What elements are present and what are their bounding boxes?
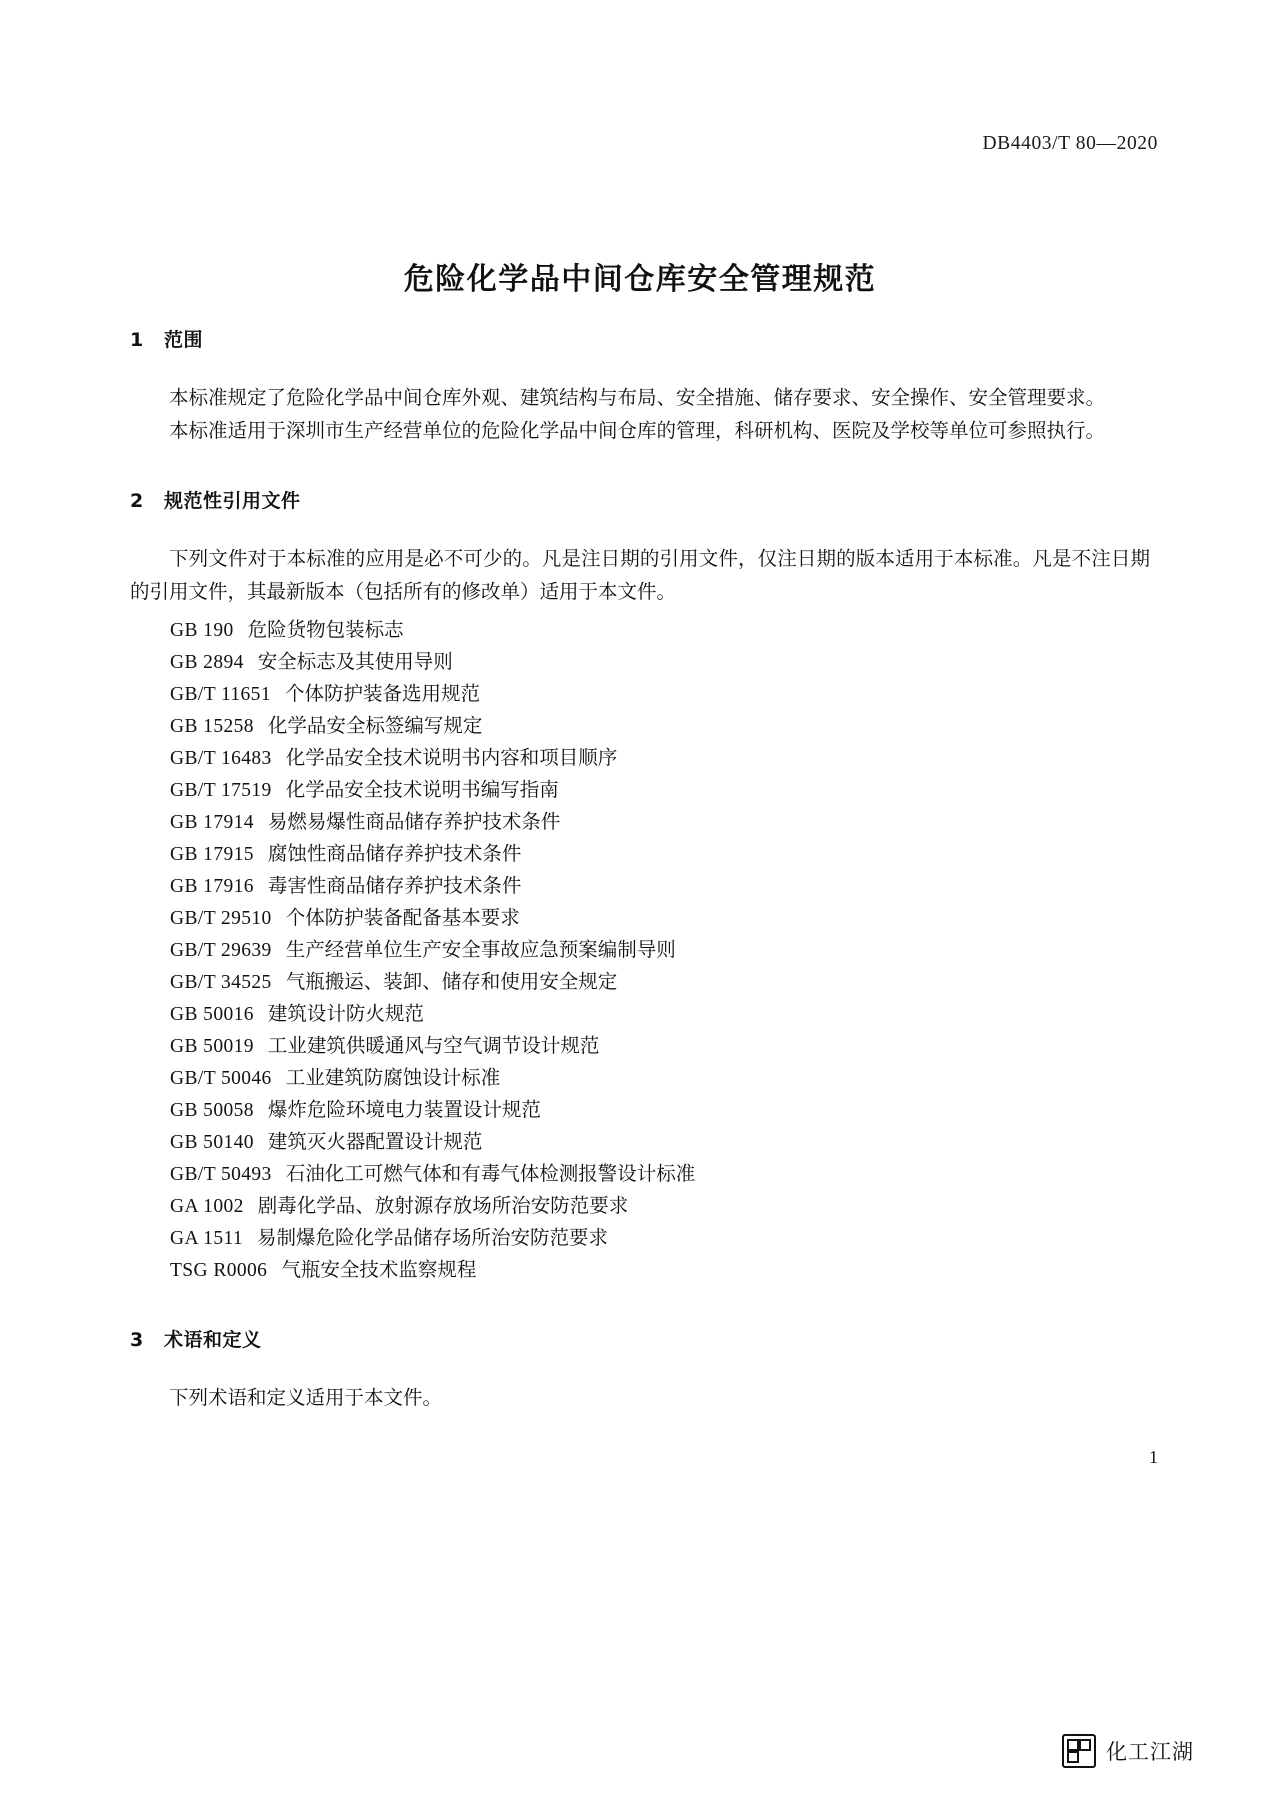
reference-title: 建筑灭火器配置设计规范 — [267, 1132, 483, 1153]
list-item — [130, 1031, 1150, 1063]
list-item — [130, 967, 1150, 999]
reference-code: GB 190 — [170, 620, 234, 641]
reference-code: GB/T 50493 — [170, 1164, 272, 1185]
standard-code: DB4403/T 80—2020 — [982, 133, 1158, 154]
reference-title: 腐蚀性商品储存养护技术条件 — [267, 844, 522, 865]
list-item — [130, 679, 1150, 711]
reference-code: GB 15258 — [170, 716, 254, 737]
badge-label: 化工江湖 — [1106, 1740, 1194, 1764]
reference-code: GB 17916 — [170, 876, 254, 897]
reference-title: 石油化工可燃气体和有毒气体检测报警设计标准 — [285, 1164, 696, 1185]
reference-title: 易燃易爆性商品储存养护技术条件 — [267, 812, 561, 833]
reference-title: 气瓶搬运、装卸、储存和使用安全规定 — [285, 972, 618, 993]
list-item — [130, 1159, 1150, 1191]
reference-code: GB 50140 — [170, 1132, 254, 1153]
clause-title-2: 规范性引用文件 — [164, 490, 301, 512]
list-item — [130, 999, 1150, 1031]
reference-title: 易制爆危险化学品储存场所治安防范要求 — [257, 1228, 609, 1249]
reference-title: 生产经营单位生产安全事故应急预案编制导则 — [285, 940, 676, 961]
clause-2-paragraph-1: 下列文件对于本标准的应用是必不可少的。凡是注日期的引用文件，仅注日期的版本适用于本标准。凡是不注日期的引用文件，其最新版本（包括所有的修改单）适用于本文件。 — [130, 549, 1150, 603]
list-item — [130, 839, 1150, 871]
list-item — [130, 871, 1150, 903]
reference-code: GB/T 29639 — [170, 940, 272, 961]
clause-title-1: 范围 — [164, 329, 204, 351]
list-item — [130, 615, 1150, 647]
reference-code: TSG R0006 — [170, 1260, 268, 1281]
clause-1-paragraph-2: 本标准适用于深圳市生产经营单位的危险化学品中间仓库的管理，科研机构、医院及学校等单位可参照执行。 — [169, 421, 1106, 442]
list-item — [130, 1223, 1150, 1255]
list-item — [130, 1095, 1150, 1127]
reference-title: 个体防护装备配备基本要求 — [285, 908, 520, 929]
clause-number-3: 3 — [130, 1329, 144, 1351]
reference-code: GB/T 17519 — [170, 780, 272, 801]
reference-title: 化学品安全技术说明书编写指南 — [285, 780, 559, 801]
clause-number-1: 1 — [130, 329, 144, 351]
reference-title: 气瓶安全技术监察规程 — [281, 1260, 477, 1281]
list-item — [130, 807, 1150, 839]
reference-code: GB/T 11651 — [170, 684, 271, 705]
clause-title-3: 术语和定义 — [164, 1329, 262, 1351]
reference-code: GB/T 16483 — [170, 748, 272, 769]
reference-code: GB 17914 — [170, 812, 254, 833]
clause-heading-3 — [130, 1325, 1150, 1352]
page-title: 危险化学品中间仓库安全管理规范 — [403, 262, 877, 298]
list-item — [130, 647, 1150, 679]
clause-number-2: 2 — [130, 490, 144, 512]
clause-heading-2 — [130, 486, 1150, 513]
page-number: 1 — [1149, 1447, 1158, 1467]
list-item — [130, 1255, 1150, 1287]
reference-title: 建筑设计防火规范 — [267, 1004, 424, 1025]
list-item — [130, 711, 1150, 743]
reference-code: GB 17915 — [170, 844, 254, 865]
reference-title: 工业建筑供暖通风与空气调节设计规范 — [267, 1036, 600, 1057]
document-body — [130, 325, 1150, 1415]
reference-title: 爆炸危险环境电力装置设计规范 — [267, 1100, 541, 1121]
reference-code: GB 2894 — [170, 652, 244, 673]
reference-code: GB/T 50046 — [170, 1068, 272, 1089]
reference-code: GA 1511 — [170, 1228, 244, 1249]
reference-code: GB/T 29510 — [170, 908, 272, 929]
clause-1-paragraph-1: 本标准规定了危险化学品中间仓库外观、建筑结构与布局、安全措施、储存要求、安全操作、安全管理要求。 — [169, 388, 1106, 409]
list-item — [130, 1191, 1150, 1223]
reference-title: 化学品安全标签编写规定 — [267, 716, 483, 737]
reference-title: 化学品安全技术说明书内容和项目顺序 — [285, 748, 618, 769]
wechat-badge — [1062, 1734, 1194, 1768]
reference-title: 剧毒化学品、放射源存放场所治安防范要求 — [257, 1196, 629, 1217]
list-item — [130, 1063, 1150, 1095]
reference-title: 安全标志及其使用导则 — [257, 652, 453, 673]
reference-code: GA 1002 — [170, 1196, 244, 1217]
reference-title: 危险货物包装标志 — [247, 620, 404, 641]
reference-code: GB/T 34525 — [170, 972, 272, 993]
list-item — [130, 1127, 1150, 1159]
reference-title: 毒害性商品储存养护技术条件 — [267, 876, 522, 897]
reference-code: GB 50019 — [170, 1036, 254, 1057]
normative-references-list — [130, 615, 1150, 1287]
qr-code-icon — [1062, 1734, 1096, 1768]
list-item — [130, 743, 1150, 775]
list-item — [130, 935, 1150, 967]
reference-code: GB 50016 — [170, 1004, 254, 1025]
reference-title: 个体防护装备选用规范 — [284, 684, 480, 705]
list-item — [130, 775, 1150, 807]
clause-3-paragraph-1: 下列术语和定义适用于本文件。 — [169, 1388, 443, 1409]
clause-heading-1 — [130, 325, 1150, 352]
reference-title: 工业建筑防腐蚀设计标准 — [285, 1068, 501, 1089]
list-item — [130, 903, 1150, 935]
reference-code: GB 50058 — [170, 1100, 254, 1121]
